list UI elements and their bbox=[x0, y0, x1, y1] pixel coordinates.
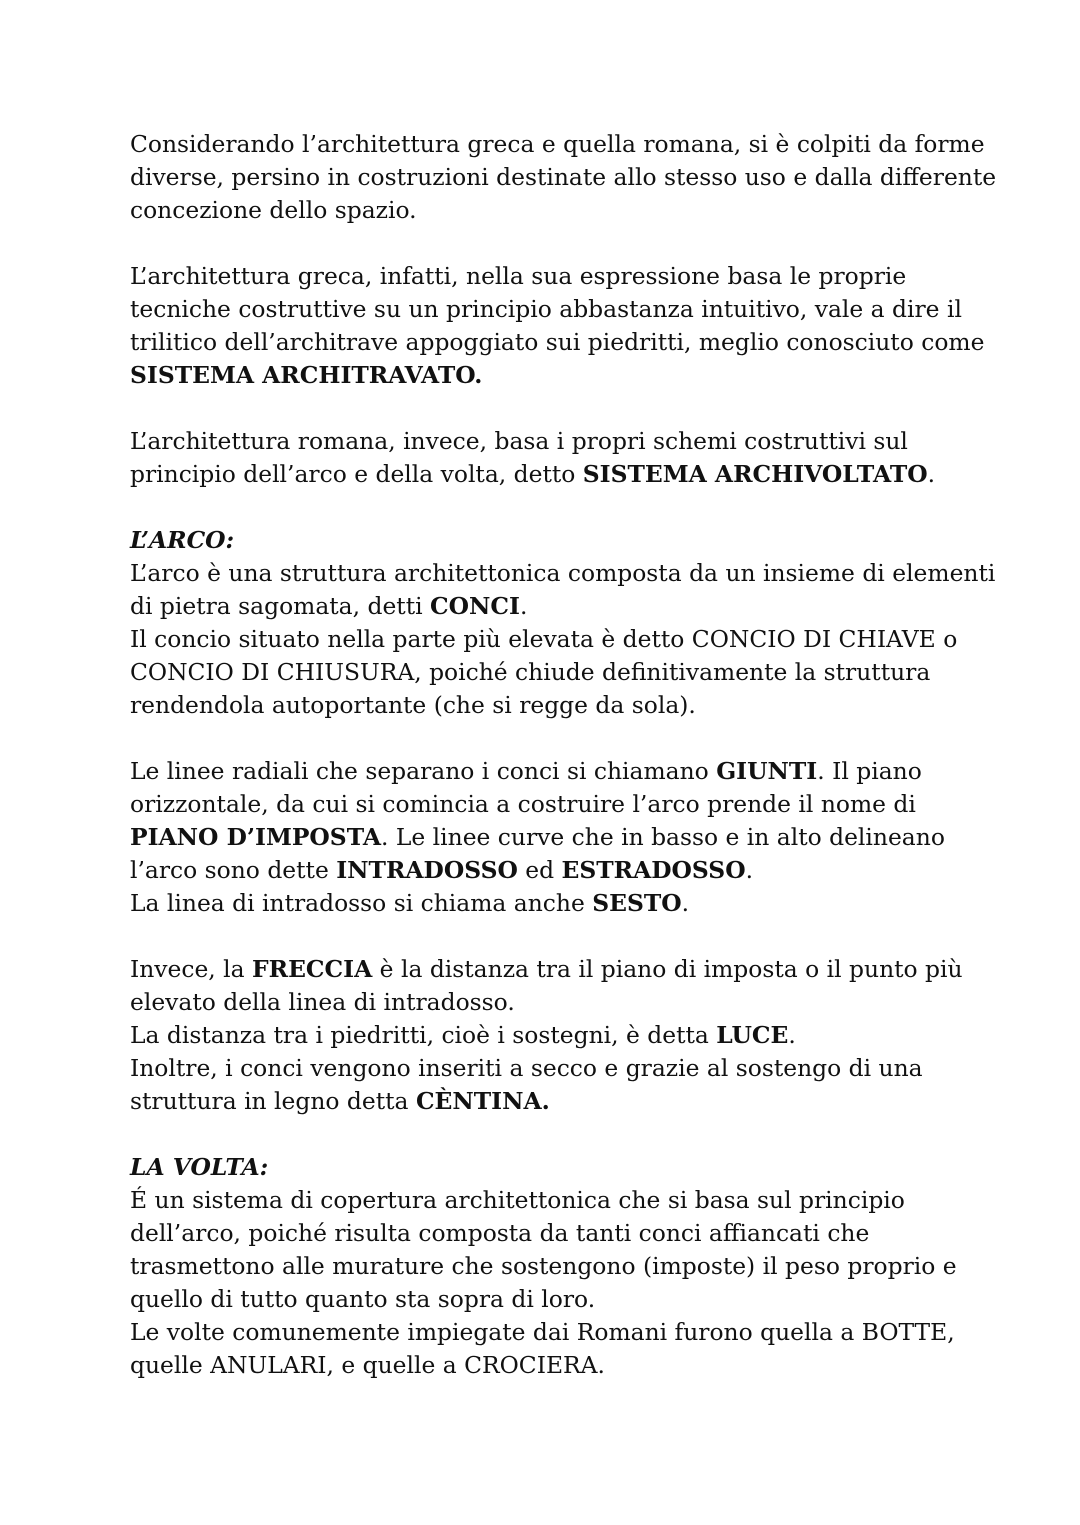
arco-line-2-end: . bbox=[519, 592, 528, 620]
giunti-line-3-text: . Le linee curve che in basso e in alto delineano bbox=[380, 823, 945, 851]
greca-line-4 bbox=[130, 359, 970, 392]
freccia-line-3-text: La distanza tra i piedritti, cioè i sostegni, è detta bbox=[130, 1021, 717, 1049]
romana-line-2-text: principio dell’arco e della volta, detto bbox=[130, 460, 583, 488]
estradosso-term: ESTRADOSSO bbox=[561, 856, 746, 884]
giunti-paragraph bbox=[130, 755, 970, 920]
volta-section bbox=[130, 1151, 970, 1382]
centina-term: CÈNTINA. bbox=[415, 1087, 550, 1115]
giunti-line-4-end: . bbox=[745, 856, 754, 884]
freccia-line-5 bbox=[130, 1085, 970, 1118]
volta-line-5: Le volte comunemente impiegate dai Romani furono quella a BOTTE, bbox=[130, 1318, 955, 1346]
romana-line-2-end: . bbox=[927, 460, 936, 488]
greek-architecture-paragraph bbox=[130, 260, 985, 392]
giunti-line-1 bbox=[130, 755, 970, 788]
volta-line-6: quelle ANULARI, e quelle a CROCIERA. bbox=[130, 1351, 605, 1379]
greca-line-3: trilitico dell’architrave appoggiato sui piedritti, meglio conosciuto come bbox=[130, 328, 985, 356]
freccia-line-5-text: struttura in legno detta bbox=[130, 1087, 416, 1115]
giunti-line-1-end: . Il piano bbox=[817, 757, 922, 785]
intro-line-2: diverse, persino in costruzioni destinate allo stesso uso e dalla differente bbox=[130, 163, 997, 191]
arco-line-3: Il concio situato nella parte più elevata è detto CONCIO DI CHIAVE o bbox=[130, 625, 958, 653]
document-page bbox=[130, 128, 997, 1415]
roman-architecture-paragraph bbox=[130, 425, 970, 491]
intradosso-term: INTRADOSSO bbox=[336, 856, 518, 884]
giunti-line-5-text: La linea di intradosso si chiama anche bbox=[130, 889, 593, 917]
arco-line-2-text: di pietra sagomata, detti bbox=[130, 592, 431, 620]
arco-line-4: CONCIO DI CHIUSURA, poiché chiude definitivamente la struttura bbox=[130, 658, 931, 686]
freccia-line-4: Inoltre, i conci vengono inseriti a secco e grazie al sostengo di una bbox=[130, 1054, 923, 1082]
arco-section bbox=[130, 524, 996, 722]
intro-line-1: Considerando l’architettura greca e quella romana, si è colpiti da forme bbox=[130, 130, 985, 158]
sistema-architravato-term: SISTEMA ARCHITRAVATO. bbox=[130, 361, 483, 389]
freccia-line-2: elevato della linea di intradosso. bbox=[130, 988, 515, 1016]
giunti-line-4-text: l’arco sono dette bbox=[130, 856, 337, 884]
giunti-line-4-mid: ed bbox=[517, 856, 562, 884]
piano-imposta-term: PIANO D’IMPOSTA bbox=[130, 823, 381, 851]
arco-heading: L’ARCO: bbox=[130, 526, 235, 554]
greca-line-1: L’architettura greca, infatti, nella sua espressione basa le proprie bbox=[130, 262, 907, 290]
arco-line-2 bbox=[130, 590, 970, 623]
giunti-line-1-text: Le linee radiali che separano i conci si chiamano bbox=[130, 757, 717, 785]
volta-line-1: É un sistema di copertura architettonica che si basa sul principio bbox=[130, 1186, 905, 1214]
luce-term: LUCE bbox=[716, 1021, 789, 1049]
intro-line-3: concezione dello spazio. bbox=[130, 196, 417, 224]
giunti-line-2: orizzontale, da cui si comincia a costruire l’arco prende il nome di bbox=[130, 790, 916, 818]
giunti-line-3 bbox=[130, 821, 970, 854]
arco-line-5: rendendola autoportante (che si regge da sola). bbox=[130, 691, 696, 719]
freccia-line-3-end: . bbox=[788, 1021, 796, 1049]
volta-heading: LA VOLTA: bbox=[130, 1153, 269, 1181]
freccia-line-3 bbox=[130, 1019, 970, 1052]
volta-line-4: quello di tutto quanto sta sopra di loro. bbox=[130, 1285, 596, 1313]
giunti-term: GIUNTI bbox=[716, 757, 818, 785]
volta-line-2: dell’arco, poiché risulta composta da tanti conci affiancati che bbox=[130, 1219, 870, 1247]
romana-line-2 bbox=[130, 458, 970, 491]
freccia-line-1-text: Invece, la bbox=[130, 955, 253, 983]
freccia-term: FRECCIA bbox=[252, 955, 373, 983]
volta-line-3: trasmettono alle murature che sostengono (imposte) il peso proprio e bbox=[130, 1252, 957, 1280]
sesto-term: SESTO bbox=[592, 889, 682, 917]
giunti-line-5-end: . bbox=[681, 889, 690, 917]
giunti-line-5 bbox=[130, 887, 970, 920]
sistema-archivoltato-term: SISTEMA ARCHIVOLTATO bbox=[582, 460, 928, 488]
freccia-paragraph bbox=[130, 953, 970, 1118]
romana-line-1: L’architettura romana, invece, basa i propri schemi costruttivi sul bbox=[130, 427, 908, 455]
freccia-line-1-end: è la distanza tra il piano di imposta o il punto più bbox=[372, 955, 963, 983]
freccia-line-1 bbox=[130, 953, 970, 986]
intro-paragraph bbox=[130, 128, 997, 227]
conci-term: CONCI bbox=[430, 592, 520, 620]
greca-line-2: tecniche costruttive su un principio abbastanza intuitivo, vale a dire il bbox=[130, 295, 962, 323]
arco-line-1: L’arco è una struttura architettonica composta da un insieme di elementi bbox=[130, 559, 996, 587]
giunti-line-4 bbox=[130, 854, 970, 887]
